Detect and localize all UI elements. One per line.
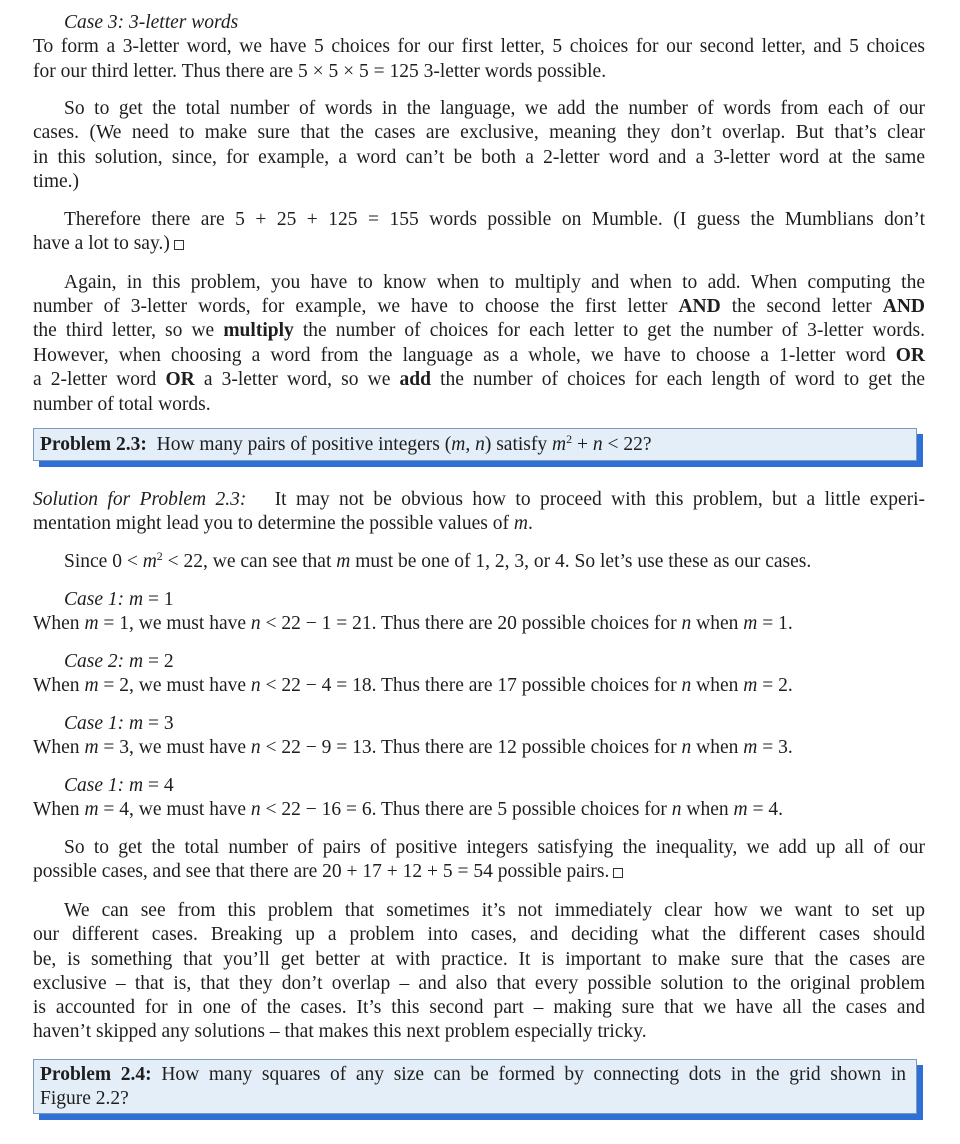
case-3-heading: Case 3: 3-letter words [64,12,239,33]
var-n: n [250,737,261,758]
case-text-c: < 22 − 16 = 6. Thus there are 5 possible choices for [260,799,672,820]
again-line-4-text-a: However, when choosing a word from the language as a whole, we have to choose a 1-letter word [33,345,896,366]
again-line-5-text-a: a 2-letter word [33,369,166,390]
case-text-b: = 2, we must have [98,675,251,696]
var-m: m [84,799,99,820]
again-line-3-bold-multiply: multiply [223,320,294,341]
case-line [33,736,925,760]
var-m: m [743,675,758,696]
sum-line-1: So to get the total number of pairs of positive integers satisfying the inequality, we add up all of our [64,837,925,858]
case-text-c: < 22 − 1 = 21. Thus there are 20 possible choices for [260,613,682,634]
problem-2-3-text-a: How many pairs of positive integers ( [156,434,452,455]
again-line-5 [33,368,925,392]
case-heading [64,774,925,798]
case-line [33,612,925,636]
case-label: Case 1: [64,589,125,610]
case-3-line-2: for our third letter. Thus there are 5 × 5 × 5 = 125 3-letter words possible. [33,61,607,82]
var-m: m [336,551,351,572]
again-line-2-bold-and-1: AND [678,296,721,317]
var-m: m [733,799,748,820]
var-n: n [475,434,485,455]
solution-line-1 [33,488,925,512]
comma: , [465,434,476,455]
total-paragraph-line-3: in this solution, since, for example, a word can’t be both a 2-letter word and a 3-letter word at the same [33,147,925,168]
case-text-d: when [691,737,744,758]
solution-label: Solution for Problem 2.3: [33,489,247,510]
case-3-line-1: To form a 3-letter word, we have 5 choices for our first letter, 5 choices for our second letter, and 5 choices [33,36,925,57]
sum-line-2 [33,860,925,884]
again-line-5-text-c: a 3-letter word, so we [194,369,400,390]
problem-2-4-line-2: Figure 2.2? [40,1088,129,1109]
var-m: m [513,513,528,534]
var-m: m [84,613,99,634]
case-text-a: When [33,799,85,820]
plus-sign: + [572,434,593,455]
qed-square-icon [613,868,623,878]
var-n: n [671,799,682,820]
since-text-c: must be one of 1, 2, 3, or 4. So let’s use these as our cases. [350,551,812,572]
solution-line-1-text: It may not be obvious how to proceed with this problem, but a little experi- [274,489,926,510]
case-eq: = 3 [143,713,174,734]
again-line-3-text-c: the number of choices for each letter to get the number of 3-letter words. [293,320,926,341]
case-label: Case 2: [64,651,125,672]
again-line-4-bold-or: OR [895,345,925,366]
case-heading [64,712,925,736]
again-line-2-text-c: the second letter [720,296,883,317]
case-text-b: = 4, we must have [98,799,251,820]
case-text-b: = 3, we must have [98,737,251,758]
var-n: n [250,675,261,696]
var-m: m [84,737,99,758]
case-text-b: = 1, we must have [98,613,251,634]
var-n: n [250,613,261,634]
var-m: m [129,651,144,672]
case-line [33,798,925,822]
exponent: 2 [156,549,163,563]
case-eq: = 2 [143,651,174,672]
again-line-2-text-a: number of 3-letter words, for example, we have to choose the first letter [33,296,679,317]
problem-2-3-text-b: ) satisfy [484,434,552,455]
case-text-a: When [33,737,85,758]
problem-2-3-text [40,433,906,457]
exponent: 2 [566,432,573,446]
case-text-e: = 1. [757,613,793,634]
problem-2-4-box [33,1059,917,1114]
var-m: m [129,589,144,610]
case-label: Case 1: [64,713,125,734]
total-paragraph-line-4: time.) [33,171,80,192]
since-text-a: Since 0 < [64,551,143,572]
var-m: m [551,434,567,455]
var-m: m [84,675,99,696]
sum-line-2-text: possible cases, and see that there are 20 + 17 + 12 + 5 = 54 possible pairs. [33,861,610,882]
problem-box-body [33,428,917,461]
problem-2-4-text-1: How many squares of any size can be formed by connecting dots in the grid shown in [161,1064,906,1085]
case-text-e: = 2. [757,675,793,696]
var-m: m [451,434,466,455]
again-line-3-text-a: the third letter, so we [33,320,224,341]
var-n: n [250,799,261,820]
var-n: n [681,613,692,634]
period: . [528,513,533,534]
closing-line-4: exclusive – that is, that they don’t overlap – and also that every possible solution to the original problem [33,973,925,994]
problem-2-4-label: Problem 2.4: [40,1064,152,1085]
case-heading [64,588,925,612]
again-line-4 [33,344,925,368]
problem-2-3-text-c: < 22? [602,434,652,455]
total-paragraph-line-2: cases. (We need to make sure that the cases are exclusive, meaning they don’t overlap. But that’s clear [33,122,925,143]
problem-2-3-box [33,428,917,461]
again-line-3 [33,319,925,343]
case-line [33,674,925,698]
closing-line-1: We can see from this problem that sometimes it’s not immediately clear how we want to set up [64,900,925,921]
case-label: Case 1: [64,775,125,796]
problem-2-4-line-1 [40,1063,906,1087]
case-eq: = 1 [143,589,174,610]
solution-line-2 [33,512,925,536]
var-m: m [129,775,144,796]
therefore-line-1: Therefore there are 5 + 25 + 125 = 155 words possible on Mumble. (I guess the Mumblians don’t [64,209,925,230]
since-line [64,550,925,574]
again-line-5-text-e: the number of choices for each length of word to get the [430,369,925,390]
again-line-2-bold-and-2: AND [882,296,925,317]
case-text-e: = 4. [747,799,784,820]
problem-2-3-label: Problem 2.3: [40,434,147,455]
case-text-a: When [33,675,85,696]
qed-square-icon [174,240,184,250]
case-text-d: when [681,799,734,820]
problem-box-body [33,1059,917,1114]
closing-line-2: our different cases. Breaking up a problem into cases, and deciding what the different cases should [33,924,925,945]
again-line-6: number of total words. [33,394,211,415]
var-m: m [743,737,758,758]
var-n: n [681,737,692,758]
closing-line-3: be, is something that you’ll get better at with practice. It is important to make sure that the cases are [33,949,925,970]
again-line-2 [33,295,925,319]
case-text-d: when [691,675,744,696]
case-text-c: < 22 − 4 = 18. Thus there are 17 possible choices for [260,675,682,696]
var-m: m [129,713,144,734]
case-text-c: < 22 − 9 = 13. Thus there are 12 possible choices for [260,737,682,758]
case-text-e: = 3. [757,737,793,758]
var-m: m [142,551,157,572]
therefore-line-2-text: have a lot to say.) [33,233,170,254]
var-n: n [681,675,692,696]
var-n: n [592,434,603,455]
case-heading [64,650,925,674]
closing-line-5: is accounted for in one of the cases. It’s this second part – making sure that we have all the cases and [33,997,925,1018]
therefore-line-2 [33,232,925,256]
solution-line-2-text: mentation might lead you to determine the possible values of [33,513,514,534]
again-line-5-bold-or: OR [165,369,195,390]
total-paragraph-line-1: So to get the total number of words in the language, we add the number of words from each of our [64,98,925,119]
again-line-5-bold-add: add [399,369,431,390]
closing-line-6: haven’t skipped any solutions – that makes this next problem especially tricky. [33,1021,647,1042]
case-eq: = 4 [143,775,174,796]
case-text-d: when [691,613,744,634]
since-text-b: < 22, we can see that [162,551,337,572]
var-m: m [743,613,758,634]
case-text-a: When [33,613,85,634]
again-line-1: Again, in this problem, you have to know when to multiply and when to add. When computing the [64,272,925,293]
